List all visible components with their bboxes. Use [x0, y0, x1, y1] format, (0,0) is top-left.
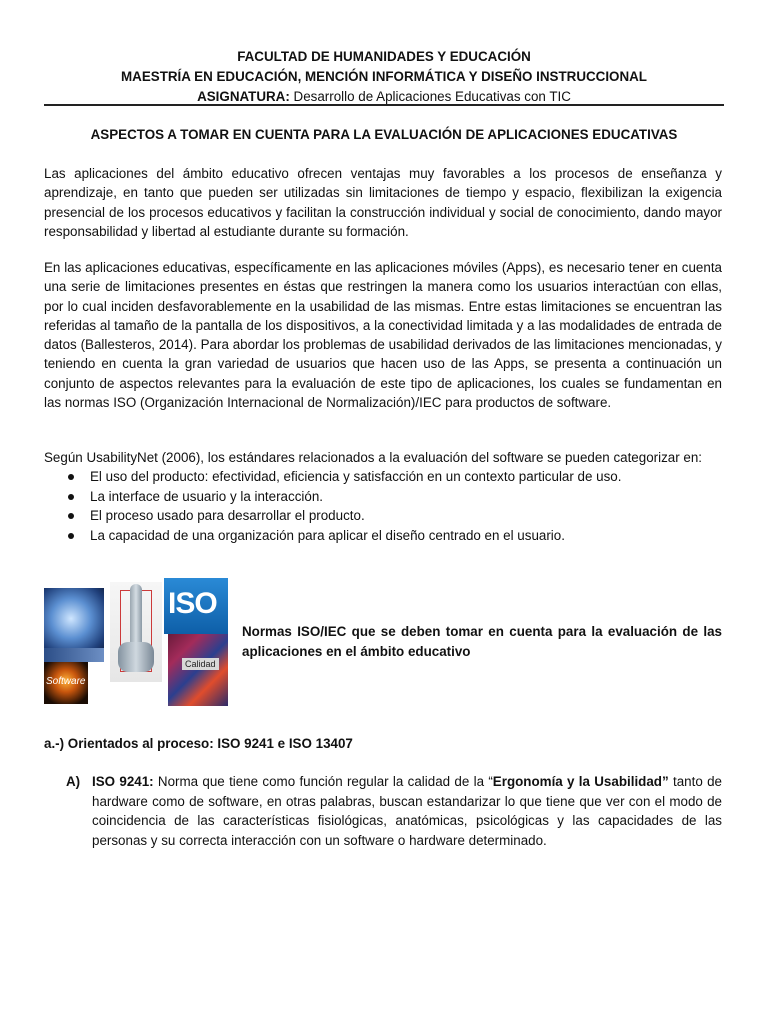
standards-paragraph: Según UsabilityNet (2006), los estándares relacionados a la evaluación del software se pueden categorizar en:: [44, 450, 703, 465]
software-label: Software: [46, 676, 86, 687]
quality-image: [168, 634, 228, 706]
program-title: MAESTRÍA EN EDUCACIÓN, MENCIÓN INFORMÁTICA Y DISEÑO INSTRUCCIONAL: [121, 69, 647, 84]
list-item: [44, 506, 724, 526]
section-title: ASPECTOS A TOMAR EN CUENTA PARA LA EVALUACIÓN DE APLICACIONES EDUCATIVAS: [90, 127, 678, 142]
standards-list: [44, 467, 724, 545]
item-emphasis: Ergonomía y la Usabilidad”: [492, 774, 669, 789]
document-header: [0, 47, 768, 107]
course-name: Desarrollo de Aplicaciones Educativas con TIC: [289, 89, 571, 104]
blue-panel-image: [44, 648, 104, 662]
item-text-before: Norma que tiene como función regular la calidad de la “: [153, 774, 493, 789]
header-divider: [44, 104, 724, 106]
globe-image: [44, 588, 104, 656]
process-subheading: a.-) Orientados al proceso: ISO 9241 e ISO 13407: [44, 736, 353, 751]
iso-9241-item: [66, 772, 722, 850]
list-item: [44, 487, 724, 507]
list-item-text: La interface de usuario y la interacción.: [90, 488, 323, 504]
intro-paragraph: Las aplicaciones del ámbito educativo ofrecen ventajas muy favorables a los procesos de enseñanza y aprendizaje, en tanto que pueden ser utilizadas sin limitaciones de tiempo y espacio, flexibilizan la exigencia presencial de los procesos educativos y facilitan la construcción individual y social de conocimiento, dando mayor responsabilidad y libertad al estudiante durante su formación.: [44, 166, 722, 239]
list-item-text: El uso del producto: efectividad, eficiencia y satisfacción en un contexto particular de uso.: [90, 469, 622, 484]
fist-shape: [118, 642, 154, 672]
item-body: [92, 772, 722, 850]
list-item: [44, 526, 724, 546]
bullet-icon: [68, 513, 74, 519]
item-label: A): [66, 774, 81, 789]
list-item-text: La capacidad de una organización para aplicar el diseño centrado en el usuario.: [90, 527, 565, 543]
iso-logo: [164, 578, 228, 634]
quality-label: Calidad: [182, 658, 219, 670]
item-term: ISO 9241:: [92, 774, 154, 789]
image-caption: Normas ISO/IEC que se deben tomar en cuenta para la evaluación de las aplicaciones en el ámbito educativo: [242, 624, 722, 659]
bullet-icon: [68, 533, 74, 539]
iso-logo-text: ISO: [168, 587, 217, 620]
item-text-after: tanto de hardware como de software, en otras palabras, buscan estandarizar lo que tiene que ver con el modo de coincidencia de las características fisiológicas, anatómicas, psicológicas y las capacidades de las personas y su correcta interacción con un software o hardware determinado.: [92, 774, 722, 848]
bullet-icon: [68, 494, 74, 500]
software-image: [44, 662, 88, 704]
bullet-icon: [68, 474, 74, 480]
list-item: [44, 467, 724, 487]
iso-image-collage: [44, 578, 228, 706]
limitations-paragraph: En las aplicaciones educativas, específicamente en las aplicaciones móviles (Apps), es necesario tener en cuenta una serie de limitaciones presentes en éstas que restringen la manera como los usuarios interactúan con ellas, por lo cual inciden desfavorablemente en la usabilidad de las mismas. Entre estas limitaciones se encuentran las referidas al tamaño de la pantalla de los dispositivos, a la conectividad limitada y a las modalidades de entrada de datos (Ballesteros, 2014). Para abordar los problemas de usabilidad derivados de las limitaciones mencionadas, y teniendo en cuenta la gran variedad de usuarios que hacen uso de las Apps, se presenta a continuación un conjunto de aspectos relevantes para la evaluación de este tipo de aplicaciones, los cuales se fundamentan en las normas ISO (Organización Internacional de Normalización)/IEC para productos de software.: [44, 260, 722, 411]
pointing-hand-image: [110, 582, 162, 682]
course-label: ASIGNATURA:: [197, 89, 290, 104]
list-item-text: El proceso usado para desarrollar el producto.: [90, 508, 365, 524]
faculty-title: FACULTAD DE HUMANIDADES Y EDUCACIÓN: [237, 49, 531, 64]
